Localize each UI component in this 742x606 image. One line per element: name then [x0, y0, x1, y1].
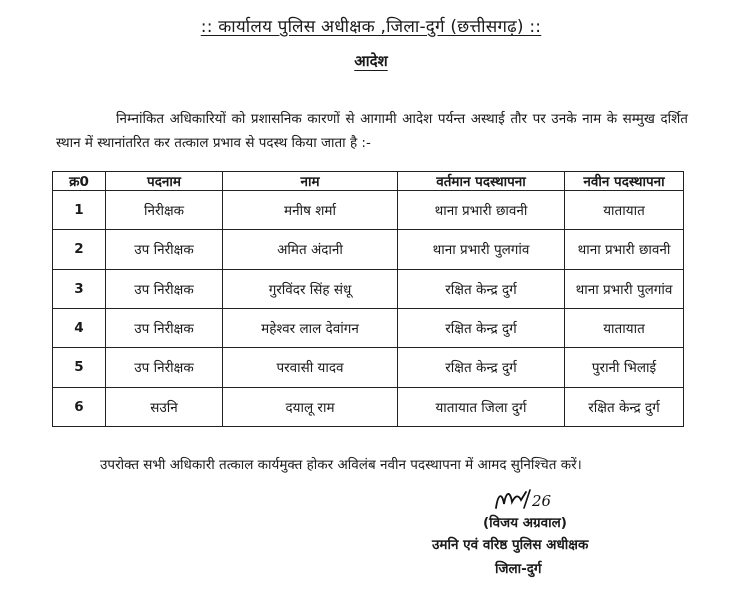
row-serial: 3: [53, 269, 106, 308]
row-current-posting: थाना प्रभारी पुलगांव: [398, 230, 565, 269]
row-new-posting: थाना प्रभारी छावनी: [565, 230, 684, 269]
row-current-posting: यातायात जिला दुर्ग: [398, 387, 565, 426]
col-name: नाम: [223, 172, 398, 191]
office-heading: [0, 14, 742, 37]
row-new-posting: रक्षित केन्द्र दुर्ग: [565, 387, 684, 426]
office-heading-text: :: कार्यालय पुलिस अधीक्षक ,जिला-दुर्ग (छत्तीसगढ़) ::: [200, 17, 542, 37]
row-current-posting: थाना प्रभारी छावनी: [398, 191, 565, 230]
row-name: अमित अंदानी: [223, 230, 398, 269]
row-current-posting: रक्षित केन्द्र दुर्ग: [398, 269, 565, 308]
col-current-posting: वर्तमान पदस्थापना: [398, 172, 565, 191]
signer-name: (विजय अग्रवाल): [483, 515, 567, 531]
row-designation: उप निरीक्षक: [106, 269, 223, 308]
handwritten-signature: [488, 488, 558, 512]
signer-designation: उमनि एवं वरिष्ठ पुलिस अधीक्षक: [432, 537, 589, 553]
col-designation: पदनाम: [106, 172, 223, 191]
table-row: [53, 387, 684, 426]
table-row: [53, 269, 684, 308]
closing-instruction: उपरोक्त सभी अधिकारी तत्काल कार्यमुक्त होकर अविलंब नवीन पदस्थापना में आमद सुनिश्चित करें।: [100, 457, 582, 473]
row-current-posting: रक्षित केन्द्र दुर्ग: [398, 348, 565, 387]
row-name: मनीष शर्मा: [223, 191, 398, 230]
row-new-posting: यातायात: [565, 191, 684, 230]
intro-paragraph: निम्नांकित अधिकारियों को प्रशासनिक कारणों से आगामी आदेश पर्यन्त अस्थाई तौर पर उनके नाम के सम्मुख दर्शित स्थान में स्थानांतरित कर तत्काल प्रभाव से पदस्थ किया जाता है :-: [56, 111, 688, 151]
transfer-table: [52, 171, 684, 427]
table-row: [53, 348, 684, 387]
signer-place: जिला-दुर्ग: [495, 561, 542, 577]
table-header-row: [53, 172, 684, 191]
row-designation: उप निरीक्षक: [106, 348, 223, 387]
col-serial: क्र0: [53, 172, 106, 191]
row-designation: सउनि: [106, 387, 223, 426]
row-designation: उप निरीक्षक: [106, 230, 223, 269]
order-title: [0, 51, 742, 71]
table-row: [53, 308, 684, 347]
row-serial: 2: [53, 230, 106, 269]
row-new-posting: थाना प्रभारी पुलगांव: [565, 269, 684, 308]
table-row: [53, 191, 684, 230]
row-new-posting: यातायात: [565, 308, 684, 347]
row-name: गुरविंदर सिंह संधू: [223, 269, 398, 308]
row-serial: 1: [53, 191, 106, 230]
row-designation: उप निरीक्षक: [106, 308, 223, 347]
row-name: महेश्वर लाल देवांगन: [223, 308, 398, 347]
row-serial: 4: [53, 308, 106, 347]
order-title-text: आदेश: [354, 52, 388, 70]
row-new-posting: पुरानी भिलाई: [565, 348, 684, 387]
signature-date: 26: [532, 492, 552, 510]
row-serial: 6: [53, 387, 106, 426]
row-name: परवासी यादव: [223, 348, 398, 387]
row-designation: निरीक्षक: [106, 191, 223, 230]
row-current-posting: रक्षित केन्द्र दुर्ग: [398, 308, 565, 347]
col-new-posting: नवीन पदस्थापना: [565, 172, 684, 191]
table-row: [53, 230, 684, 269]
row-name: दयालू राम: [223, 387, 398, 426]
row-serial: 5: [53, 348, 106, 387]
